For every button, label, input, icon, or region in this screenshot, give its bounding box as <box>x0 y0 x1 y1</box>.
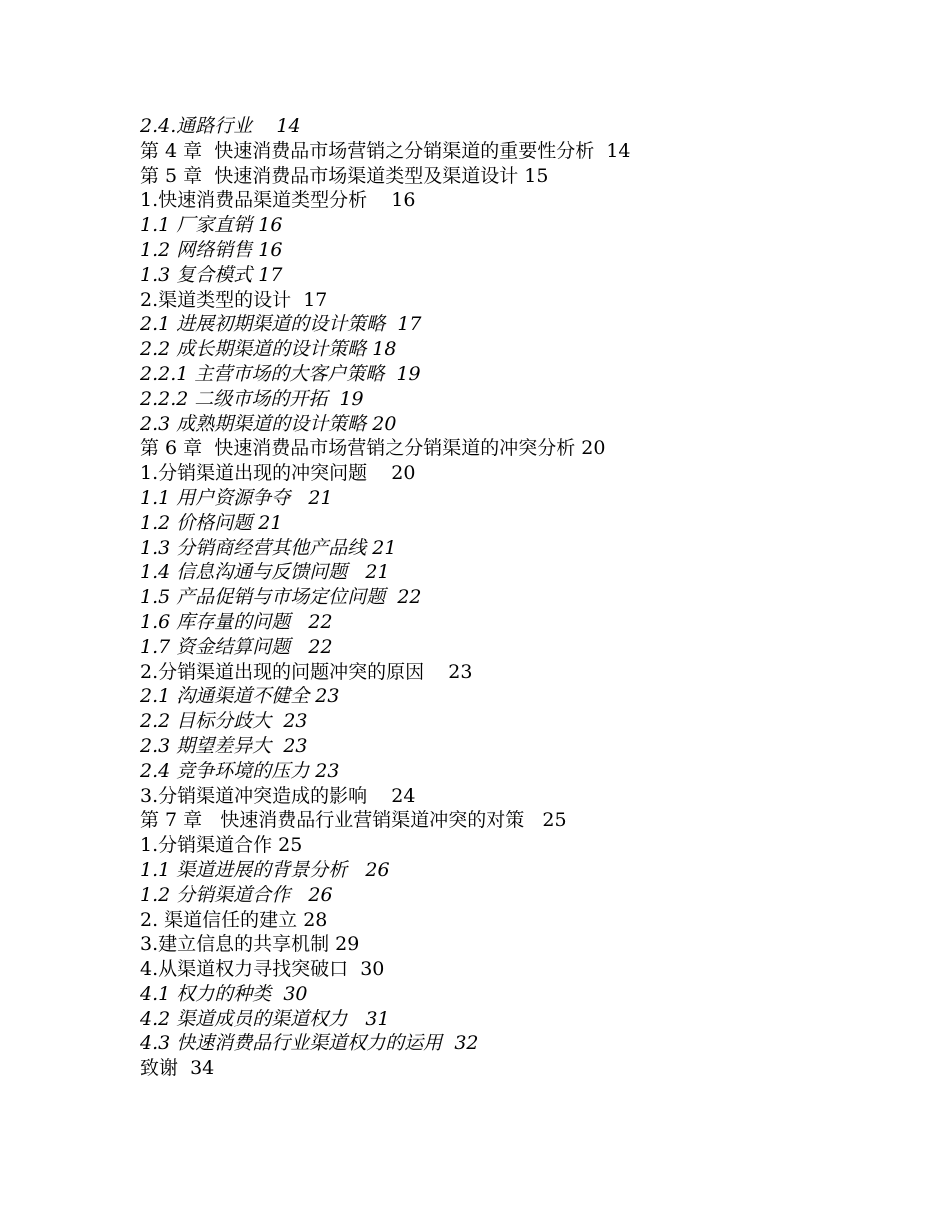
toc-subsection-entry: 2.4 竞争环境的压力 23 <box>140 759 340 782</box>
toc-subsection-entry: 2.4.通路行业 14 <box>140 115 301 137</box>
toc-section-entry: 第 6 章 快速消费品市场营销之分销渠道的冲突分析 20 <box>140 437 606 460</box>
toc-subsection-entry: 2.1 进展初期渠道的设计策略 17 <box>140 313 422 336</box>
toc-subsection-entry: 1.5 产品促销与市场定位问题 22 <box>140 586 422 609</box>
toc-subsection-entry: 4.3 快速消费品行业渠道权力的运用 32 <box>140 1032 479 1055</box>
toc-subsection-entry: 1.1 用户资源争夺 21 <box>140 486 333 509</box>
toc-section-entry: 4.从渠道权力寻找突破口 30 <box>140 958 385 981</box>
toc-section-entry: 3.分销渠道冲突造成的影响 24 <box>140 784 416 807</box>
toc-subsection-entry: 1.3 复合模式 17 <box>140 263 283 286</box>
toc-subsection-entry: 1.7 资金结算问题 22 <box>140 635 333 658</box>
toc-section-entry: 第 7 章 快速消费品行业营销渠道冲突的对策 25 <box>140 809 567 832</box>
toc-subsection-entry: 2.2.1 主营市场的大客户策略 19 <box>140 362 421 385</box>
toc-subsection-entry: 2.2.2 二级市场的开拓 19 <box>140 387 364 410</box>
toc-subsection-entry: 2.3 成熟期渠道的设计策略 20 <box>140 412 397 435</box>
toc-subsection-entry: 1.1 渠道进展的背景分析 26 <box>140 858 390 881</box>
toc-subsection-entry: 1.3 分销商经营其他产品线 21 <box>140 536 397 559</box>
toc-subsection-entry: 1.2 网络销售 16 <box>140 238 283 261</box>
toc-section-entry: 第 4 章 快速消费品市场营销之分销渠道的重要性分析 14 <box>140 139 631 162</box>
table-of-contents <box>140 114 920 1081</box>
toc-section-entry: 第 5 章 快速消费品市场渠道类型及渠道设计 15 <box>140 164 549 187</box>
toc-section-entry: 1.分销渠道出现的冲突问题 20 <box>140 462 416 485</box>
toc-section-entry: 1.分销渠道合作 25 <box>140 834 303 857</box>
toc-subsection-entry: 1.2 分销渠道合作 26 <box>140 883 333 906</box>
toc-subsection-entry: 1.4 信息沟通与反馈问题 21 <box>140 561 390 584</box>
toc-subsection-entry: 4.1 权力的种类 30 <box>140 982 308 1005</box>
toc-subsection-entry: 2.1 沟通渠道不健全 23 <box>140 685 340 708</box>
toc-subsection-entry: 2.3 期望差异大 23 <box>140 734 308 757</box>
toc-section-entry: 2.分销渠道出现的问题冲突的原因 23 <box>140 660 473 683</box>
toc-section-entry: 1.快速消费品渠道类型分析 16 <box>140 189 416 212</box>
toc-section-entry: 致谢 34 <box>140 1057 215 1080</box>
toc-section-entry: 2.渠道类型的设计 17 <box>140 288 328 311</box>
toc-section-entry: 2. 渠道信任的建立 28 <box>140 908 328 931</box>
toc-subsection-entry: 2.2 成长期渠道的设计策略 18 <box>140 338 397 361</box>
toc-section-entry: 3.建立信息的共享机制 29 <box>140 933 360 956</box>
toc-subsection-entry: 1.2 价格问题 21 <box>140 511 283 534</box>
toc-subsection-entry: 1.6 库存量的问题 22 <box>140 610 333 633</box>
toc-subsection-entry: 4.2 渠道成员的渠道权力 31 <box>140 1007 390 1030</box>
toc-subsection-entry: 1.1 厂家直销 16 <box>140 214 283 237</box>
toc-subsection-entry: 2.2 目标分歧大 23 <box>140 710 308 733</box>
